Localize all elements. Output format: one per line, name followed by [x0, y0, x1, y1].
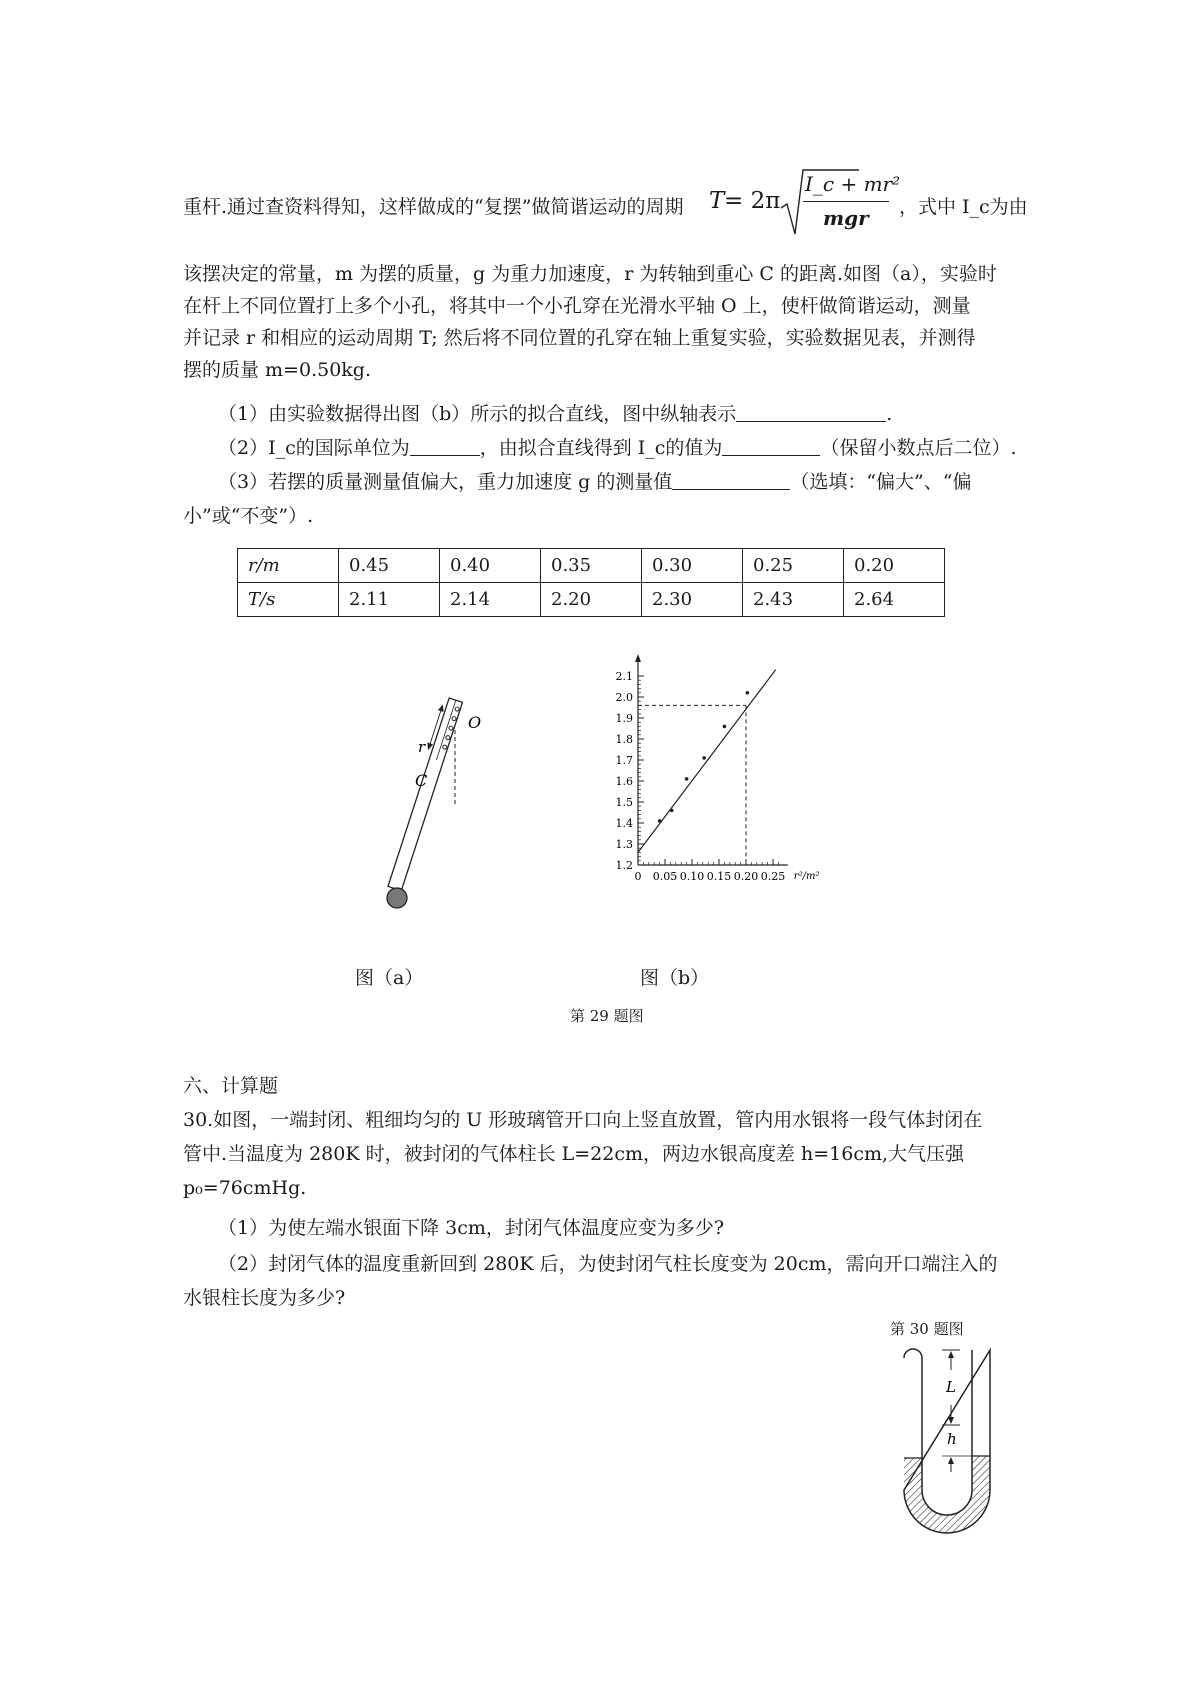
y-tick-label: 1.6	[615, 775, 633, 788]
formula-eq: = 2π	[724, 188, 781, 214]
q29-3-text-a: （3）若摆的质量测量值偏大，重力加速度 g 的测量值	[218, 471, 673, 493]
x-tick-label: 0.10	[679, 870, 705, 883]
answer-blank-2[interactable]	[410, 435, 480, 456]
table-cell: 2.14	[440, 583, 541, 617]
label-C: C	[415, 771, 428, 790]
data-point	[658, 819, 662, 823]
table-header-T: T/s	[238, 583, 339, 617]
table-cell: 2.30	[642, 583, 743, 617]
q29-2-text-a: （2）I_c的国际单位为	[218, 437, 410, 459]
figure-b-chart	[600, 650, 880, 920]
label-O: O	[468, 713, 482, 732]
y-tick-label: 1.8	[615, 733, 633, 746]
table-cell: 0.35	[541, 549, 642, 583]
table-row-T	[238, 583, 945, 617]
table-cell: 0.40	[440, 549, 541, 583]
data-point	[723, 725, 727, 729]
table-cell: 2.43	[743, 583, 844, 617]
table-cell: 2.64	[844, 583, 945, 617]
caption-fig29: 第 29 题图	[570, 1007, 644, 1025]
x-tick-label: 0.25	[760, 870, 786, 883]
answer-blank-4[interactable]	[672, 469, 790, 490]
para1-line	[183, 168, 1043, 238]
y-tick-label: 1.2	[615, 859, 633, 872]
y-tick-label: 1.9	[615, 712, 633, 725]
q30-line-1: 30.如图，一端封闭、粗细均匀的 U 形玻璃管开口向上竖直放置，管内用水银将一段气体封闭在	[183, 1109, 983, 1131]
table-cell: 2.11	[339, 583, 440, 617]
q29-3	[218, 466, 1060, 498]
answer-blank-1[interactable]	[736, 401, 886, 422]
data-point	[685, 777, 689, 781]
q29-2	[218, 432, 1060, 464]
table-cell: 2.20	[541, 583, 642, 617]
x-tick-label: 0.20	[733, 870, 759, 883]
data-table	[237, 548, 945, 617]
para2-line-2: 在杆上不同位置打上多个小孔，将其中一个小孔穿在光滑水平轴 O 上，使杆做简谐运动，测量	[183, 295, 971, 317]
y-tick-label: 1.7	[615, 754, 633, 767]
label-h: h	[947, 1430, 957, 1448]
answer-blank-3[interactable]	[722, 435, 820, 456]
pendulum-bob	[387, 888, 407, 908]
rod-outline	[388, 698, 463, 891]
label-r: r	[418, 738, 426, 756]
caption-fig-b: 图（b）	[640, 967, 710, 989]
figure-30-u-tube	[890, 1340, 1000, 1540]
para2-line-4: 摆的质量 m=0.50kg.	[183, 359, 371, 381]
para1-post: ，式中 I_c为由	[899, 196, 1028, 218]
para2-line-1: 该摆决定的常量，m 为摆的质量，g 为重力加速度，r 为转轴到重心 C 的距离.如图（a），实验时	[183, 263, 997, 285]
q30-line-2: 管中.当温度为 280K 时，被封闭的气体柱长 L=22cm，两边水银高度差 h=16cm,大气压强	[183, 1143, 965, 1165]
data-point	[746, 691, 750, 695]
q29-2-text-c: （保留小数点后二位）.	[820, 437, 1017, 459]
table-cell: 0.30	[642, 549, 743, 583]
q29-3-line2: 小”或“不变”）.	[183, 505, 314, 527]
figure-a-pendulum	[380, 690, 500, 920]
formula-numerator: I_c + mr²	[805, 172, 901, 196]
y-axis-arrow	[635, 654, 641, 662]
fit-line	[638, 670, 776, 853]
y-tick-label: 2.1	[615, 670, 633, 683]
caption-fig-a: 图（a）	[355, 967, 424, 989]
q30-sub-1: （1）为使左端水银面下降 3cm，封闭气体温度应变为多少?	[218, 1217, 725, 1239]
table-cell: 0.25	[743, 549, 844, 583]
table-row-r	[238, 549, 945, 583]
para2-line-3: 并记录 r 和相应的运动周期 T; 然后将不同位置的孔穿在轴上重复实验，实验数据见表，并测得	[183, 327, 976, 349]
x-axis-label: r²/m²	[793, 871, 820, 882]
x-tick-label: 0	[634, 870, 642, 883]
q29-1-text: （1）由实验数据得出图（b）所示的拟合直线，图中纵轴表示	[218, 403, 737, 425]
y-tick-label: 1.4	[615, 817, 633, 830]
q30-line-3: p₀=76cmHg.	[183, 1177, 307, 1199]
q29-3-text-b: （选填：“偏大”、“偏	[790, 471, 972, 493]
formula-T: T	[709, 188, 725, 214]
table-cell: 0.45	[339, 549, 440, 583]
q30-sub-2: （2）封闭气体的温度重新回到 280K 后，为使封闭气柱长度变为 20cm，需向开口端注入的	[218, 1253, 998, 1275]
q29-1-end: .	[886, 403, 893, 425]
q30-sub-2-line2: 水银柱长度为多少?	[183, 1287, 346, 1309]
y-tick-label: 1.3	[615, 838, 633, 851]
y-tick-label: 2.0	[615, 691, 633, 704]
q29-2-text-b: ，由拟合直线得到 I_c的值为	[479, 437, 723, 459]
x-tick-label: 0.15	[706, 870, 732, 883]
para1-pre: 重杆.通过查资料得知，这样做成的“复摆”做简谐运动的周期	[183, 196, 684, 218]
caption-fig30: 第 30 题图	[890, 1320, 964, 1338]
table-cell: 0.20	[844, 549, 945, 583]
label-L: L	[946, 1378, 956, 1396]
section-heading: 六、计算题	[183, 1075, 279, 1097]
y-tick-label: 1.5	[615, 796, 633, 809]
q29-1	[218, 398, 1060, 430]
x-tick-label: 0.05	[652, 870, 678, 883]
data-point	[670, 809, 674, 813]
table-header-r: r/m	[238, 549, 339, 583]
fraction-bar	[803, 201, 889, 202]
formula-denominator: mgr	[823, 206, 869, 230]
data-point	[702, 756, 706, 760]
